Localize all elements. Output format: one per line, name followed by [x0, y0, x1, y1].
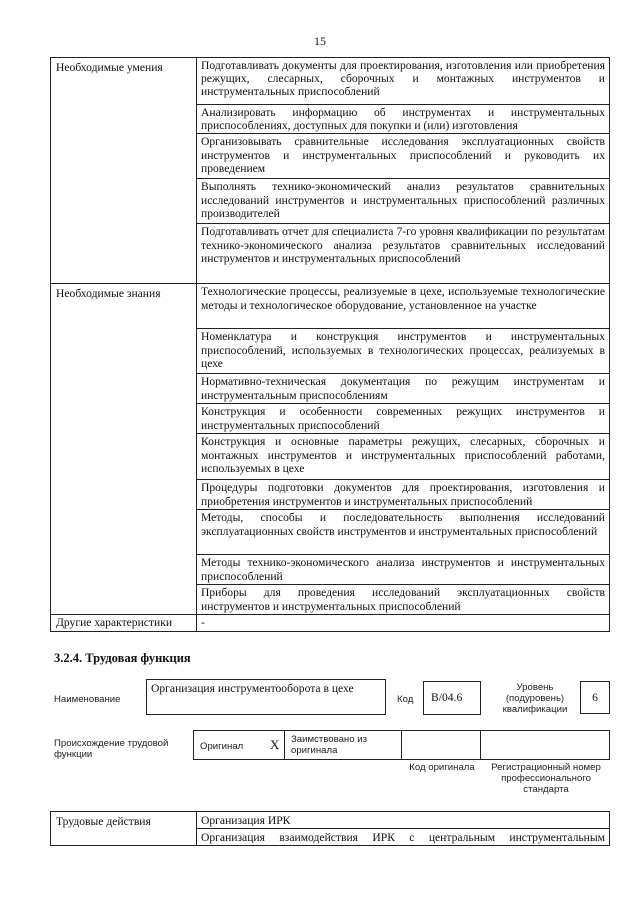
original-mark: X — [270, 737, 280, 752]
name-label: Наименование — [54, 694, 121, 705]
table-row — [51, 812, 610, 829]
knowledge-item: Нормативно-техническая документация по режущим инструментам и инструментальным приспособлениям — [197, 374, 610, 404]
row-label-actions: Трудовые действия — [51, 812, 197, 846]
knowledge-item: Конструкция и особенности современных режущих инструментов и инструментальных приспособлений — [197, 404, 610, 434]
code-value: B/04.6 — [431, 691, 463, 704]
registration-number-box — [480, 730, 610, 760]
action-item: Организация взаимодействия ИРК с центральным инструментальным — [197, 829, 610, 846]
knowledge-item: Приборы для проведения исследований эксплуатационных свойств инструментов и инструментальных приспособлений — [197, 585, 610, 615]
knowledge-item: Методы технико-экономического анализа инструментов и инструментальных приспособлений — [197, 555, 610, 585]
row-label-other: Другие характеристики — [51, 615, 197, 631]
table-row — [51, 58, 610, 105]
row-label-knowledge: Необходимые знания — [51, 284, 197, 615]
borrowed-box — [284, 730, 402, 760]
knowledge-item: Процедуры подготовки документов для проектирования, изготовления и приобретения инструментов и инструментальных приспособлений — [197, 480, 610, 510]
origin-label: Происхождение трудовой функции — [54, 738, 169, 760]
table-row — [51, 284, 610, 329]
level-box — [580, 681, 610, 714]
labour-actions-table — [50, 811, 610, 846]
page-number: 15 — [314, 34, 326, 48]
table-row — [51, 615, 610, 631]
skill-item: Выполнять технико-экономический анализ результатов сравнительных исследований инструментов и инструментальных приспособлений различных производителей — [197, 179, 610, 224]
skill-item: Анализировать информацию об инструментах и инструментальных приспособлениях, доступных для покупки и (или) изготовления — [197, 105, 610, 134]
knowledge-item: Конструкция и основные параметры режущих, слесарных, сборочных и монтажных инструментов и инструментальных приспособлений работами, используемых в цехе — [197, 434, 610, 480]
function-name-box — [146, 679, 386, 715]
skill-item: Организовывать сравнительные исследования эксплуатационных свойств инструментов и инструментальных приспособлений и руководить их проведением — [197, 134, 610, 179]
knowledge-item: Технологические процессы, реализуемые в цехе, используемые технологические методы и технологическое оборудование, установленное на участке — [197, 284, 610, 329]
requirements-table — [50, 57, 610, 632]
registration-number-label: Регистрационный номер профессионального стандарта — [491, 762, 601, 795]
original-code-box — [401, 730, 481, 760]
original-box — [193, 730, 285, 760]
borrowed-label: Заимствовано из оригинала — [291, 734, 367, 756]
original-code-label: Код оригинала — [409, 762, 475, 773]
row-label-skills: Необходимые умения — [51, 58, 197, 284]
skill-item: Подготавливать отчет для специалиста 7-го уровня квалификации по результатам технико-экономического анализа результатов сравнительных исследований инструментов и инструментальных приспособлений — [197, 224, 610, 284]
code-label: Код — [397, 694, 414, 705]
knowledge-item: Методы, способы и последовательность выполнения исследований эксплуатационных свойств инструментов и инструментальных приспособлений — [197, 510, 610, 555]
other-item: - — [197, 615, 610, 631]
function-name-value: Организация инструментооборота в цехе — [151, 682, 354, 695]
section-title: 3.2.4. Трудовая функция — [54, 651, 191, 665]
action-item: Организация ИРК — [197, 812, 610, 829]
level-value: 6 — [592, 691, 598, 704]
original-label: Оригинал — [200, 741, 244, 752]
knowledge-item: Номенклатура и конструкция инструментов и инструментальных приспособлений, используемых в технологических процессах, реализуемых в цехе — [197, 329, 610, 374]
level-label: Уровень (подуровень) квалификации — [502, 682, 568, 715]
code-box — [423, 681, 481, 715]
skill-item: Подготавливать документы для проектирования, изготовления или приобретения режущих, слесарных, сборочных и монтажных инструментов и инструментальных приспособлений — [197, 58, 610, 105]
